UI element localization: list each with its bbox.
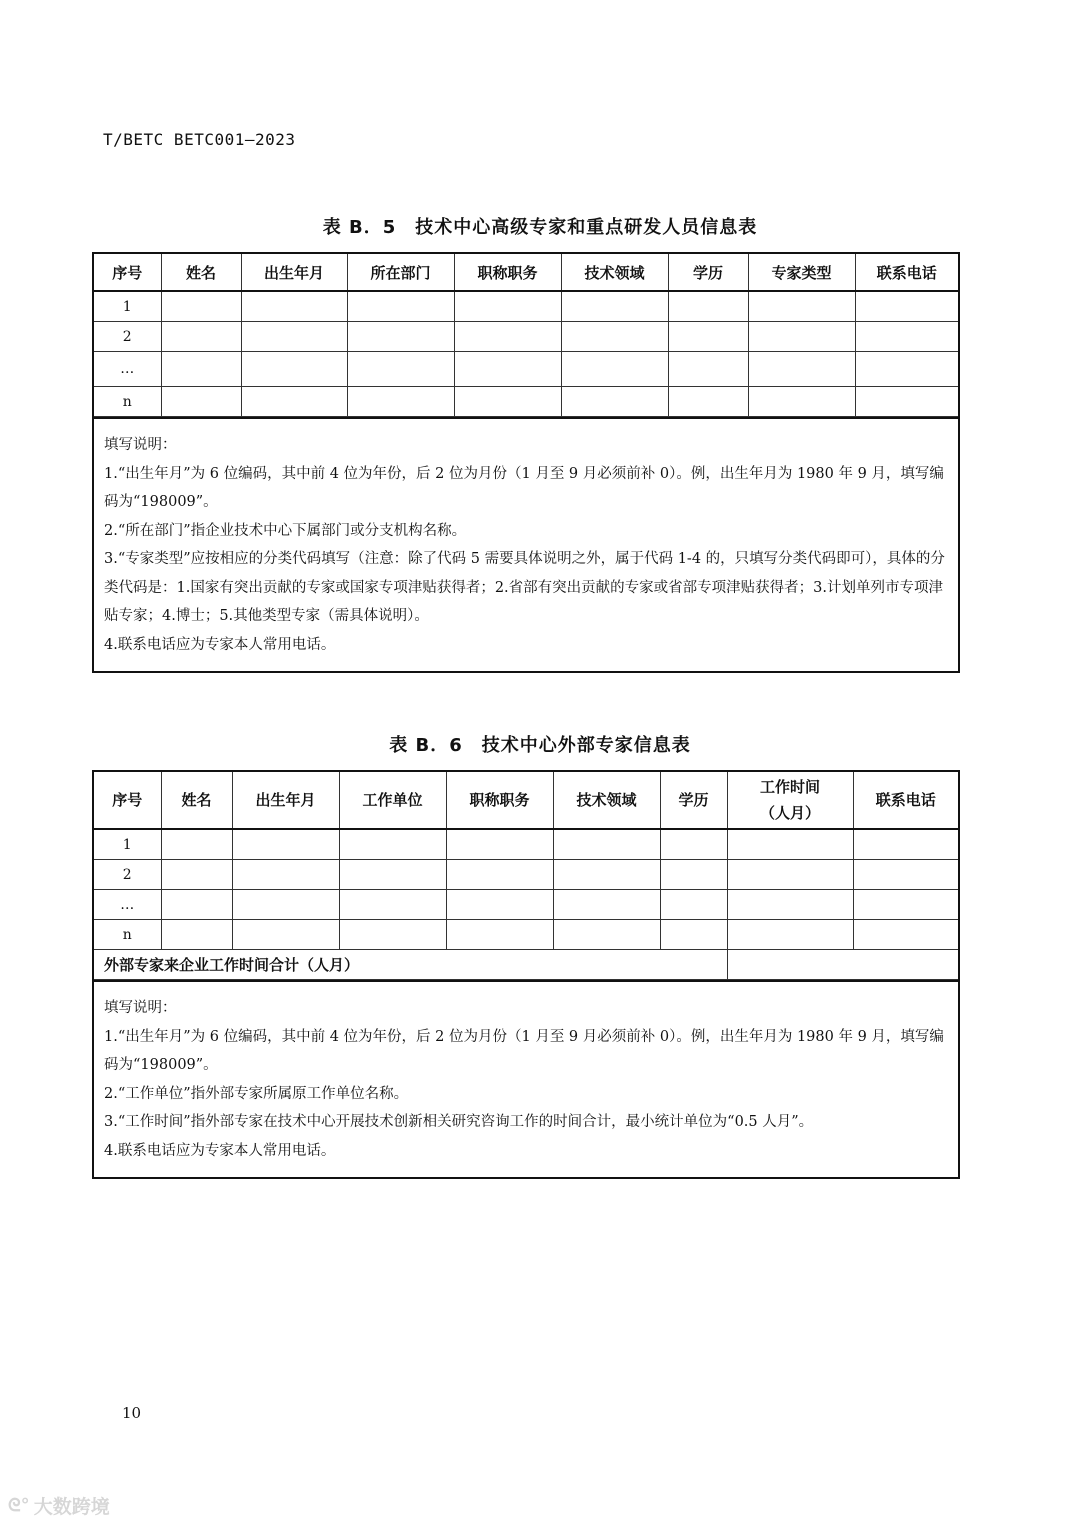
col-header-phone: 联系电话 xyxy=(853,772,958,829)
row-index: 2 xyxy=(94,860,161,890)
table-b6 xyxy=(92,770,960,1179)
table-row xyxy=(94,860,958,890)
watermark-text: 大数跨境 xyxy=(33,1496,110,1518)
row-index: … xyxy=(94,890,161,920)
table-b5-header-row xyxy=(94,254,958,291)
table-b6-header-row xyxy=(94,772,958,829)
col-header-employer: 工作单位 xyxy=(339,772,446,829)
row-index: … xyxy=(94,352,161,387)
col-header-title: 职称职务 xyxy=(454,254,561,291)
col-header-index: 序号 xyxy=(94,254,161,291)
col-header-work-time xyxy=(727,772,853,829)
col-header-education: 学历 xyxy=(668,254,748,291)
col-header-name: 姓名 xyxy=(161,772,232,829)
table-b5-title: 表 B．5 技术中心高级专家和重点研发人员信息表 xyxy=(322,217,758,238)
row-index: 2 xyxy=(94,322,161,352)
table-row xyxy=(94,890,958,920)
table-row xyxy=(94,322,958,352)
row-index: 1 xyxy=(94,829,161,860)
total-value xyxy=(727,950,958,980)
col-header-name: 姓名 xyxy=(161,254,241,291)
standard-code: T/BETC BETC001—2023 xyxy=(103,130,296,149)
watermark xyxy=(8,1492,110,1519)
col-header-expert-type: 专家类型 xyxy=(748,254,855,291)
note-item: 2.“所在部门”指企业技术中心下属部门或分支机构名称。 xyxy=(104,522,467,539)
notes-heading: 填写说明： xyxy=(104,1000,177,1016)
table-row xyxy=(94,291,958,322)
col-header-field: 技术领域 xyxy=(561,254,668,291)
table-b6-notes xyxy=(94,980,958,1177)
table-b6-title: 表 B．6 技术中心外部专家信息表 xyxy=(389,735,691,756)
note-item: 4.联系电话应为专家本人常用电话。 xyxy=(104,1142,336,1159)
table-row xyxy=(94,387,958,417)
note-item: 3.“工作时间”指外部专家在技术中心开展技术创新相关研究咨询工作的时间合计，最小统计单位为“0.5 人月”。 xyxy=(104,1114,814,1130)
col-header-birth: 出生年月 xyxy=(232,772,339,829)
note-item: 2.“工作单位”指外部专家所属原工作单位名称。 xyxy=(104,1085,409,1102)
table-row xyxy=(94,920,958,950)
table-b5-notes xyxy=(94,417,958,671)
total-label: 外部专家来企业工作时间合计（人月） xyxy=(94,950,727,980)
page-number: 10 xyxy=(122,1404,142,1422)
total-row xyxy=(94,950,958,980)
row-index: n xyxy=(94,920,161,950)
row-index: n xyxy=(94,387,161,417)
watermark-logo-icon: ᘓ° xyxy=(8,1495,30,1516)
notes-heading: 填写说明： xyxy=(104,437,177,453)
col-header-department: 所在部门 xyxy=(347,254,454,291)
table-row xyxy=(94,829,958,860)
work-time-unit: （人月） xyxy=(759,804,820,822)
table-b5 xyxy=(92,252,960,673)
table-row xyxy=(94,352,958,387)
row-index: 1 xyxy=(94,291,161,322)
note-item: 1.“出生年月”为 6 位编码，其中前 4 位为年份，后 2 位为月份（1 月至 9 月必须前补 0）。例，出生年月为 1980 年 9 月，填写编码为“198009”。 xyxy=(104,1028,944,1073)
col-header-title: 职称职务 xyxy=(446,772,553,829)
col-header-field: 技术领域 xyxy=(553,772,660,829)
col-header-education: 学历 xyxy=(660,772,727,829)
work-time-label: 工作时间 xyxy=(759,778,820,796)
note-item: 1.“出生年月”为 6 位编码，其中前 4 位为年份，后 2 位为月份（1 月至 9 月必须前补 0）。例，出生年月为 1980 年 9 月，填写编码为“198009”。 xyxy=(104,465,944,510)
col-header-phone: 联系电话 xyxy=(855,254,958,291)
col-header-index: 序号 xyxy=(94,772,161,829)
col-header-birth: 出生年月 xyxy=(241,254,347,291)
note-item: 3.“专家类型”应按相应的分类代码填写（注意：除了代码 5 需要具体说明之外，属于代码 1-4 的，只填写分类代码即可），具体的分类代码是：1.国家有突出贡献的专家或国家专项津贴获得者；2.省部有突出贡献的专家或省部专项津贴获得者；3.计划单列市专项津贴专家；4.博士；5.其他类型专家（需具体说明）。 xyxy=(104,551,945,624)
note-item: 4.联系电话应为专家本人常用电话。 xyxy=(104,636,336,653)
